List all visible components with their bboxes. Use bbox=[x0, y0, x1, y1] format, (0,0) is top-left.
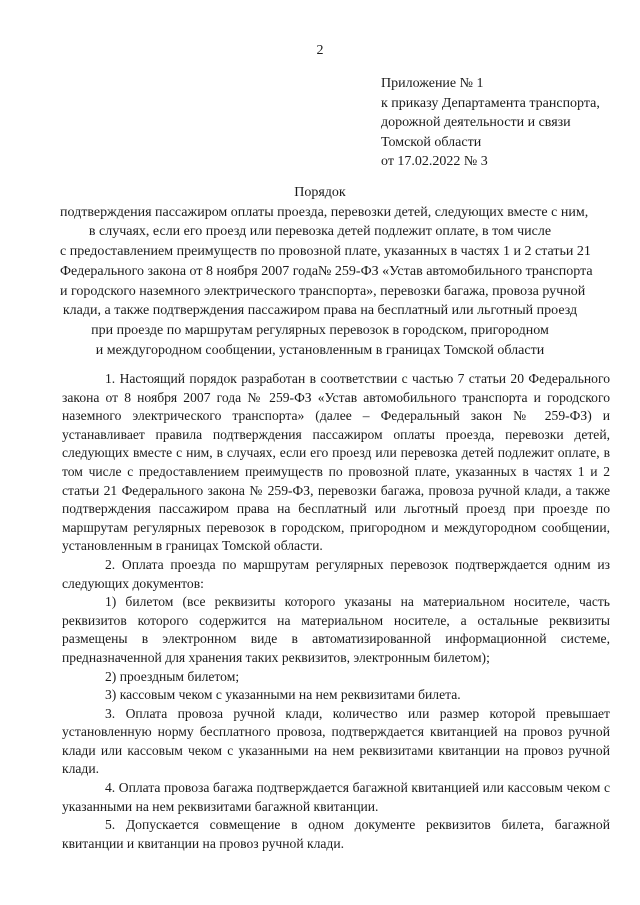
list-item-3: 3) кассовым чеком с указанными на нем реквизитами билета. bbox=[105, 687, 461, 703]
title-line: Федерального закона от 8 ноября 2007 года№ 259-ФЗ «Устав автомобильного транспорта bbox=[60, 263, 593, 279]
title-line: в случаях, если его проезд или перевозка детей подлежит оплате, в том числе bbox=[88, 224, 552, 240]
title-line: подтверждения пассажиром оплаты проезда, перевозки детей, следующих вместе с ним, bbox=[60, 204, 589, 220]
paragraph-5: 5. Допускается совмещение в одном документе реквизитов билета, багажной квитанции и квитанции на провоз ручной клади. bbox=[62, 817, 610, 851]
appendix-line: от 17.02.2022 № 3 bbox=[381, 154, 488, 169]
paragraph-4: 4. Оплата провоза багажа подтверждается багажной квитанцией или кассовым чеком с указанными на нем реквизитами багажной квитанции. bbox=[62, 780, 610, 814]
paragraph-3: 3. Оплата провоза ручной клади, количество или размер которой превышает установленную норму бесплатного провоза, подтверждается квитанцией на провоз ручной клади или кассовым чеком с указанными на нем реквизитами квитанции на провоз ручной клади. bbox=[62, 705, 610, 777]
appendix-line: Приложение № 1 bbox=[381, 76, 484, 91]
page-number: 2 bbox=[316, 43, 324, 58]
list-item-1: 1) билетом (все реквизиты которого указаны на материальном носителе, часть реквизитов которого содержится на материальном носителе, а остальные реквизиты размещены в электронном виде в автоматизированной информационной системе, предназначенной для хранения таких реквизитов, электронным билетом); bbox=[62, 594, 610, 665]
list-item-2: 2) проездным билетом; bbox=[105, 668, 240, 684]
title-line: и городского наземного электрического транспорта», перевозки багажа, провоза ручной bbox=[60, 283, 586, 299]
document-title bbox=[60, 183, 593, 360]
paragraph-2: 2. Оплата проезда по маршрутам регулярных перевозок подтверждается одним из следующих документов: bbox=[62, 556, 610, 591]
title-line: клади, а также подтверждения пассажиром права на бесплатный или льготный проезд bbox=[62, 303, 578, 319]
title-line: при проезде по маршрутам регулярных перевозок в городском, пригородном bbox=[91, 322, 549, 338]
appendix-line: к приказу Департамента транспорта, bbox=[381, 95, 600, 111]
appendix-block bbox=[381, 74, 600, 172]
appendix-line: дорожной деятельности и связи bbox=[381, 115, 571, 130]
appendix-line: Томской области bbox=[381, 134, 482, 150]
title-line: с предоставлением преимуществ по провозной плате, указанных в частях 1 и 2 статьи 21 bbox=[60, 244, 591, 260]
paragraph-1: 1. Настоящий порядок разработан в соответствии с частью 7 статьи 20 Федерального закона от 8 ноября 2007 года № 259-ФЗ «Устав автомобильного транспорта и городского наземного электрического транспорта» (далее – Федеральный закон № 259-ФЗ) и устанавливает правила подтверждения пассажиром оплаты проезда, перевозки детей, следующих вместе с ним, в случаях, если его проезд или перевозка детей подлежит оплате, в том числе с предоставлением преимуществ по провозной плате, указанных в частях 1 и 2 статьи 21 Федерального закона № 259-ФЗ, перевозки багажа, провоза ручной клади, а также подтверждения пассажиром права на бесплатный или льготный проезд при проезде по маршрутам регулярных перевозок в городском, пригородном и междугородном сообщении, установленным в границах Томской области. bbox=[62, 371, 610, 554]
document-body bbox=[62, 370, 610, 853]
title-heading: Порядок bbox=[294, 185, 346, 200]
title-line: и междугородном сообщении, установленным в границах Томской области bbox=[95, 342, 545, 358]
